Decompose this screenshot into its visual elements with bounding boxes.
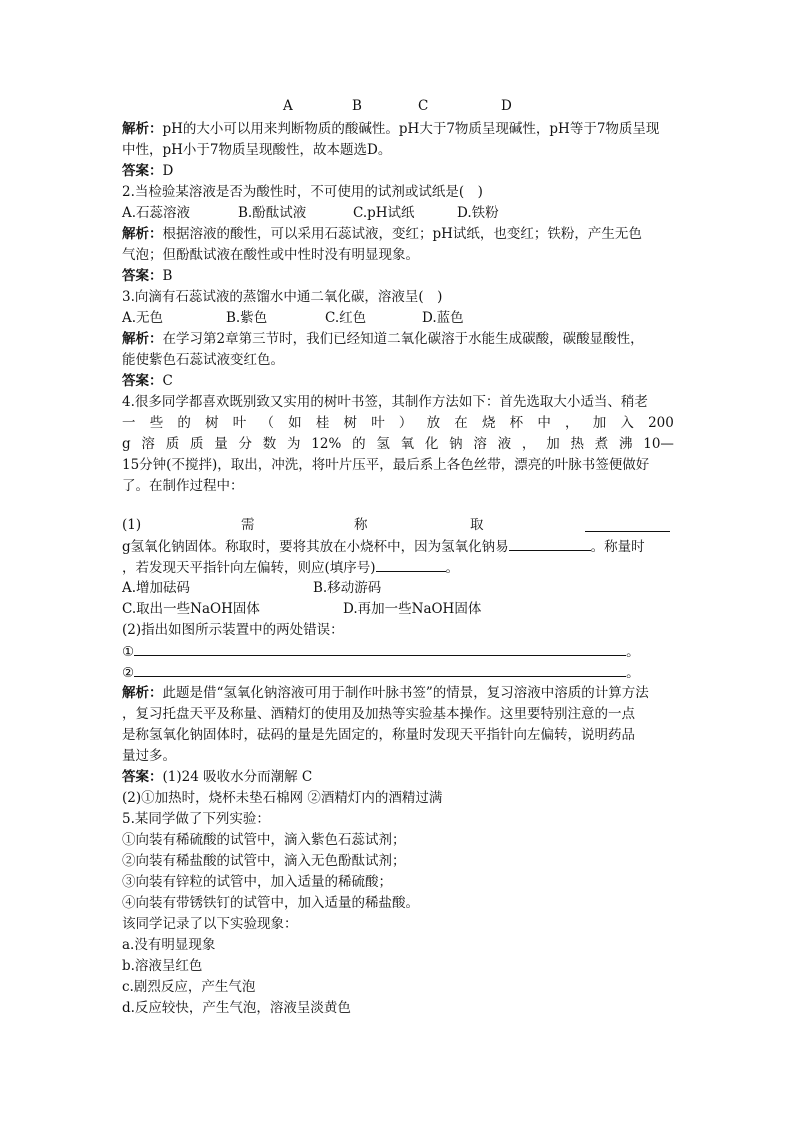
q4-stem-line-2	[122, 413, 674, 434]
stem-char: 量	[214, 436, 228, 452]
stem-char: 在	[454, 415, 468, 431]
answer-label: 答案：	[122, 769, 163, 785]
analysis-label: 解析：	[122, 685, 163, 701]
q5-item-2: ②向装有稀盐酸的试管中，滴入无色酚酞试剂；	[122, 853, 406, 869]
q2-answer	[122, 266, 674, 287]
sub1-text: g氢氧化钠固体。称取时，要将其放在小烧杯中，因为氢氧化钠易	[122, 539, 509, 555]
stem-char: 入	[620, 415, 634, 431]
stem-char: 分	[238, 436, 252, 452]
q3-option-b: B.紫色	[226, 310, 268, 326]
q4-stem-line-3	[122, 434, 674, 455]
q5-item-4: ④向装有带锈铁钉的试管中，加入适量的稀盐酸。	[122, 895, 419, 911]
analysis-label: 解析：	[122, 226, 163, 242]
error-1-blank[interactable]	[134, 641, 626, 656]
stem-char: 烧	[481, 415, 496, 431]
q4-answer-line-2: (2)①加热时，烧杯未垫石棉网 ②酒精灯内的酒精过满	[122, 790, 443, 806]
stem-char: 10—	[643, 436, 674, 452]
sub1-text: ，若发现天平指针向左偏转，则应(填序号)	[122, 560, 376, 576]
q4-sub1-line-3	[122, 557, 674, 579]
figure-option-labels	[0, 98, 794, 119]
stem-char: 加	[592, 415, 607, 431]
stem-char: 化	[424, 436, 439, 452]
stem-char: ，	[565, 415, 579, 431]
analysis-text: 在学习第2章第三节时，我们已经知道二氧化碳溶于水能生成碳酸，碳酸显酸性，	[162, 331, 644, 347]
q4-stem-line-5: 了。在制作过程中：	[122, 478, 244, 494]
stem-char: 液	[497, 436, 512, 452]
stem-char: 氧	[400, 436, 415, 452]
circled-one: ①	[122, 644, 135, 660]
q3-option-d: D.蓝色	[422, 310, 464, 326]
stem-char: 数	[262, 436, 277, 452]
stem-char: 200	[648, 415, 674, 431]
sub1-word: 称	[354, 517, 368, 533]
q3-option-a: A.无色	[122, 310, 164, 326]
q5-item-1: ①向装有稀硫酸的试管中，滴入紫色石蕊试剂；	[122, 832, 406, 848]
q4-sub2: (2)指出如图所示装置中的两处错误：	[122, 622, 344, 638]
answer-value: (1)24 吸收水分而潮解 C	[162, 769, 313, 785]
stem-char: 为	[287, 436, 301, 452]
period: 。	[626, 665, 640, 681]
q1-answer	[122, 161, 674, 182]
q5-stem: 5.某同学做了下列实验：	[122, 811, 270, 827]
stem-char: 树	[343, 415, 357, 431]
option-label-d: D	[501, 98, 512, 114]
q4-stem-line-4: 15分钟(不搅拌)，取出，冲洗，将叶片压平，最后系上各色丝带，漂亮的叶脉书签便做好	[122, 457, 650, 473]
stem-char: 放	[426, 415, 441, 431]
q2-analysis-line-2: 气泡；但酚酞试液在酸性或中性时没有明显现象。	[122, 247, 419, 263]
stem-char: 氢	[376, 436, 390, 452]
analysis-text: 此题是借“氢氧化钠溶液可用于制作叶脉书签”的情景，复习溶液中溶质的计算方法	[162, 685, 649, 701]
sub1-text: 。称量时	[590, 539, 645, 555]
stem-char: 煮	[594, 436, 609, 452]
q2-analysis-line-1	[122, 224, 674, 245]
answer-value: B	[162, 268, 173, 284]
error-2-blank[interactable]	[134, 662, 626, 677]
stem-char: g	[122, 436, 131, 452]
property-answer-blank[interactable]	[509, 536, 591, 551]
q5-phenomenon-d: d.反应较快，产生气泡，溶液呈淡黄色	[122, 1000, 351, 1016]
stem-char: 钠	[449, 436, 463, 452]
answer-label: 答案：	[122, 163, 163, 179]
sub-number: (1)	[122, 517, 142, 533]
q3-analysis-line-2: 能使紫色石蕊试液变红色。	[122, 352, 284, 368]
mass-answer-blank[interactable]	[585, 517, 670, 532]
choice-a: A.增加砝码	[122, 580, 191, 596]
sub1-word: 取	[470, 517, 484, 533]
period: 。	[626, 644, 640, 660]
choice-d: D.再加一些NaOH固体	[343, 601, 482, 617]
q4-stem-line-1: 4.很多同学都喜欢既别致又实用的树叶书签，其制作方法如下：首先选取大小适当、稍老	[122, 394, 648, 410]
stem-char: 的	[352, 436, 366, 452]
stem-char: 溶	[473, 436, 487, 452]
stem-char: 树	[205, 415, 219, 431]
stem-char: 桂	[315, 415, 330, 431]
q5-phenomenon-c: c.剧烈反应，产生气泡	[122, 979, 256, 995]
q2-option-d: D.铁粉	[457, 205, 499, 221]
q4-analysis-line-2: ，复习托盘天平及称量、酒精灯的使用及加热等实验基本操作。这里要特别注意的一点	[122, 706, 635, 722]
q2-option-a: A.石蕊溶液	[122, 205, 191, 221]
q5-phenomenon-b: b.溶液呈红色	[122, 958, 203, 974]
q4-analysis-line-1	[122, 683, 674, 704]
analysis-label: 解析：	[122, 331, 163, 347]
stem-char: 12%	[311, 436, 342, 452]
stem-char: ）	[398, 415, 413, 431]
q3-option-c: C.红色	[325, 310, 367, 326]
q4-analysis-line-3: 是称氢氧化钠固体时，砝码的量是先固定的，称量时发现天平指针向左偏转，说明药品	[122, 727, 635, 743]
q5-record: 该同学记录了以下实验现象：	[122, 916, 298, 932]
option-label-c: C	[418, 98, 429, 114]
q4-answer-line-1	[122, 767, 674, 788]
q5-item-3: ③向装有锌粒的试管中，加入适量的稀硫酸；	[122, 874, 392, 890]
answer-label: 答案：	[122, 373, 163, 389]
stem-char: （	[260, 415, 274, 431]
q3-analysis-line-1	[122, 329, 674, 350]
stem-char: 些	[149, 415, 164, 431]
q4-error-line-2	[122, 662, 674, 684]
q4-sub1-line-2	[122, 536, 674, 558]
circled-two: ②	[122, 665, 135, 681]
choice-answer-blank[interactable]	[376, 557, 446, 572]
sub1-text: 。	[445, 560, 460, 576]
stem-char: 叶	[371, 415, 385, 431]
stem-char: 质	[165, 436, 180, 452]
stem-char: 一	[122, 415, 136, 431]
q4-error-line-1	[122, 641, 674, 663]
answer-value: D	[162, 163, 174, 179]
q1-analysis-line-2: 中性，pH小于7物质呈现酸性，故本题选D。	[122, 142, 392, 158]
stem-char: 质	[189, 436, 204, 452]
stem-char: 加	[546, 436, 560, 452]
q3-stem: 3.向滴有石蕊试液的蒸馏水中通二氧化碳，溶液呈( )	[122, 289, 443, 305]
analysis-text: 根据溶液的酸性，可以采用石蕊试液，变红；pH试纸，也变红；铁粉，产生无色	[162, 226, 642, 242]
stem-char: 中	[537, 415, 551, 431]
option-label-b: B	[352, 98, 362, 114]
stem-char: 热	[570, 436, 584, 452]
q2-stem: 2.当检验某溶液是否为酸性时，不可使用的试剂或试纸是( )	[122, 184, 483, 200]
stem-char: 杯	[509, 415, 524, 431]
stem-char: 沸	[618, 436, 633, 452]
stem-char: 的	[177, 415, 191, 431]
analysis-label: 解析：	[122, 121, 163, 137]
answer-label: 答案：	[122, 268, 163, 284]
sub1-word: 需	[241, 517, 255, 533]
analysis-text: pH的大小可以用来判断物质的酸碱性。pH大于7物质呈现碱性，pH等于7物质呈现	[162, 121, 660, 137]
q3-answer	[122, 371, 674, 392]
choice-c: C.取出一些NaOH固体	[122, 601, 260, 617]
q2-option-c: C.pH试纸	[353, 205, 415, 221]
choice-b: B.移动游码	[313, 580, 382, 596]
stem-char: 叶	[232, 415, 247, 431]
stem-char: ，	[521, 436, 536, 452]
q4-analysis-line-4: 量过多。	[122, 748, 176, 764]
q1-analysis-line-1	[122, 119, 674, 140]
stem-char: 溶	[141, 436, 155, 452]
q2-option-b: B.酚酞试液	[238, 205, 307, 221]
option-label-a: A	[283, 98, 293, 114]
answer-value: C	[162, 373, 173, 389]
q5-phenomenon-a: a.没有明显现象	[122, 937, 216, 953]
stem-char: 如	[288, 415, 302, 431]
